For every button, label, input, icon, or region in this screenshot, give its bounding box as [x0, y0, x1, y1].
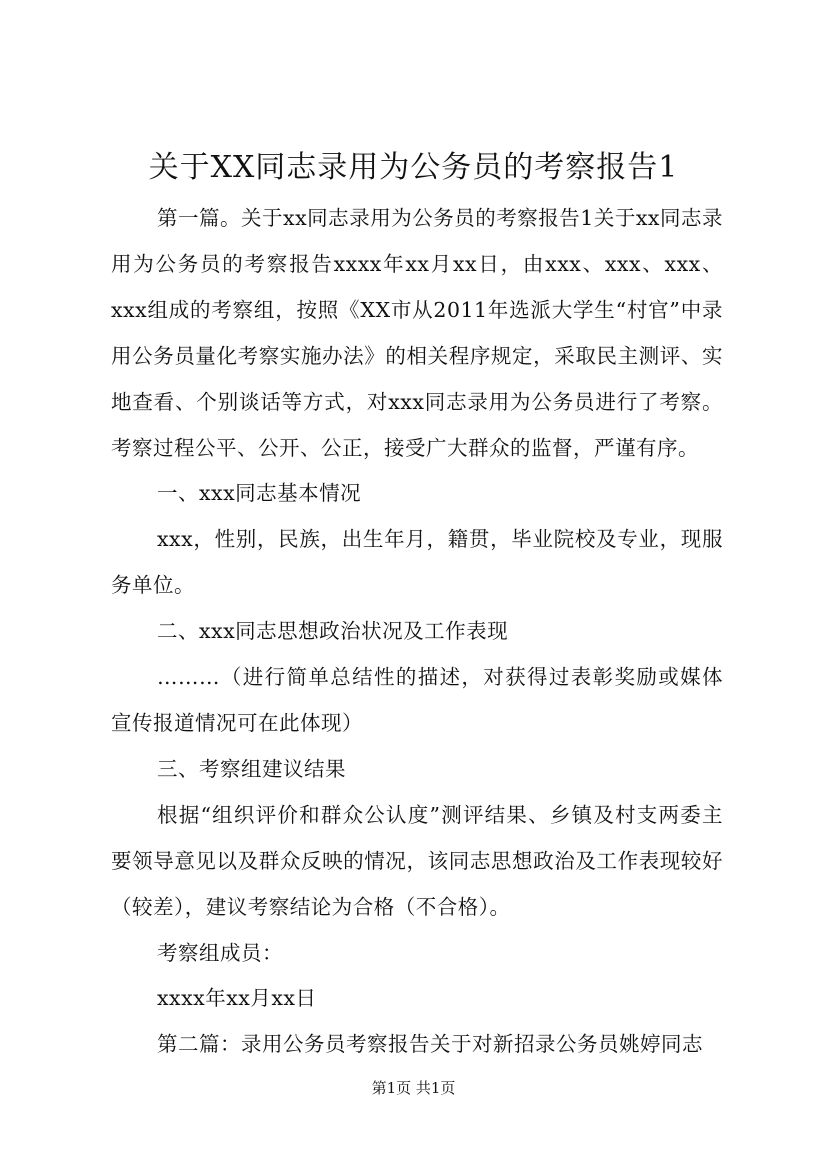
paragraph-second-article: 第二篇：录用公务员考察报告关于对新招录公务员姚婷同志	[157, 1032, 703, 1057]
section-heading-basic-info: 一、xxx同志基本情况	[157, 481, 362, 506]
section-heading-performance: 二、xxx同志思想政治状况及工作表现	[157, 619, 509, 644]
section-heading-recommendation: 三、考察组建议结果	[157, 756, 346, 781]
paragraph-basic-info: xxx，性别，民族，出生年月，籍贯，毕业院校及专业，现服务单位。	[111, 527, 723, 598]
paragraph-members: 考察组成员：	[157, 940, 283, 965]
paragraph-performance: ………（进行简单总结性的描述，对获得过表彰奖励或媒体宣传报道情况可在此体现）	[111, 665, 723, 735]
paragraph-recommendation: 根据“组织评价和群众公认度”测评结果、乡镇及村支两委主要领导意见以及群众反映的情况，该同志思想政治及工作表现较好（较差），建议考察结论为合格（不合格）。	[111, 802, 723, 919]
document-body	[111, 196, 723, 1068]
paragraph-date: xxxx年xx月xx日	[157, 986, 317, 1011]
page-footer: 第1页 共1页	[371, 1079, 456, 1097]
paragraph-intro: 第一篇。关于xx同志录用为公务员的考察报告1关于xx同志录用为公务员的考察报告xxxx年xx月xx日，由xxx、xxx、xxx、xxx组成的考察组，按照《XX市从2011年选派大学生“村官”中录用公务员量化考察实施办法》的相关程序规定，采取民主测评、实地查看、个别谈话等方式，对xxx同志录用为公务员进行了考察。考察过程公平、公开、公正，接受广大群众的监督，严谨有序。	[111, 206, 723, 460]
document-title: 关于XX同志录用为公务员的考察报告1	[148, 150, 679, 185]
